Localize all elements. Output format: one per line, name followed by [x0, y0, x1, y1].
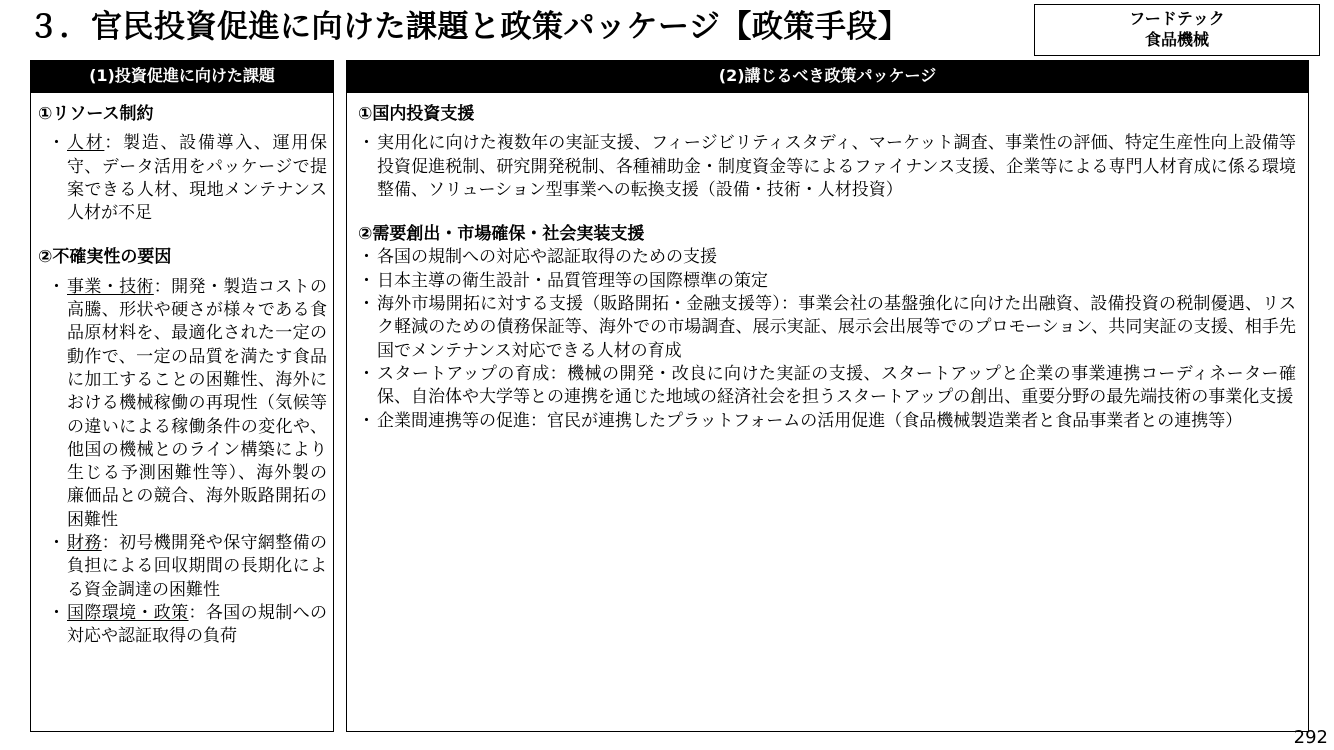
- section-title: ①リソース制約: [38, 104, 154, 124]
- bullet-item: [38, 276, 327, 532]
- bullet-text: ：製造、設備導入、運用保守、データ活用をパッケージで提案できる人材、現地メンテナンス人材が不足: [67, 133, 328, 224]
- policy-panel: [346, 60, 1309, 732]
- bullet-term: 財務: [67, 533, 102, 554]
- bullet-item: ・ 実用化に向けた複数年の実証支援、フィージビリティスタディ、マーケット調査、事業性の評価、特定生産性向上設備等投資促進税制、研究開発税制、各種補助金・制度資金等によるファイナンス支援、企業等による専門人材育成に係る環境整備、ソリューション型事業への転換支援（設備・技術・人材投資）: [358, 132, 1296, 202]
- bullet-item: ・ 企業間連携等の促進：官民が連携したプラットフォームの活用促進（食品機械製造業者と食品事業者との連携等）: [358, 410, 1296, 433]
- bullet-item: ・ スタートアップの育成：機械の開発・改良に向けた実証の支援、スタートアップと企業の事業連携コーディネーター確保、自治体や大学等との連携を通じた地域の経済社会を担うスタートアップの創出、重要分野の最先端技術の事業化支援: [358, 363, 1296, 410]
- bullet-item: [38, 602, 327, 649]
- category-tag-line1: フードテック: [1129, 9, 1225, 28]
- policy-panel-header: (2)講じるべき政策パッケージ: [347, 61, 1308, 93]
- issues-panel-header: (1)投資促進に向けた課題: [31, 61, 333, 93]
- category-tag: [1034, 4, 1320, 56]
- page-number: 292: [1293, 727, 1328, 748]
- bullet-item: ・ 日本主導の衛生設計・品質管理等の国際標準の策定: [358, 270, 1296, 293]
- bullet-term: 人材: [67, 133, 105, 154]
- bullet-text: ：開発・製造コストの高騰、形状や硬さが様々である食品原材料を、最適化された一定の動作で、一定の品質を満たす食品に加工することの困難性、海外における機械稼働の再現性（気候等の違いによる稼働条件の変化や、他国の機械とのライン構築により生じる予測困難性等）、海外製の廉価品との競合、海外販路開拓の困難性: [67, 276, 328, 530]
- section-title: ②需要創出・市場確保・社会実装支援: [358, 224, 645, 245]
- policy-panel-body: [347, 93, 1308, 433]
- issues-panel: [30, 60, 334, 732]
- bullet-text: ：各国の規制への対応や認証取得の負荷: [67, 602, 327, 647]
- bullet-text: ：初号機開発や保守網整備の負担による回収期間の長期化による資金調達の困難性: [67, 533, 328, 600]
- bullet-item: ・ 海外市場開拓に対する支援（販路開拓・金融支援等）：事業会社の基盤強化に向けた出融資、設備投資の税制優遇、リスク軽減のための債務保証等、海外での市場調査、展示実証、展示会出展等でのプロモーション、共同実証の支援、相手先国でメンテナンス対応できる人材の育成: [358, 293, 1296, 363]
- page-title: ３．官民投資促進に向けた課題と政策パッケージ【政策手段】: [28, 9, 910, 45]
- bullet-term: 国際環境・政策: [67, 602, 189, 623]
- bullet-item: [38, 532, 327, 602]
- section-title: ②不確実性の要因: [38, 247, 172, 268]
- bullet-item: [38, 132, 327, 225]
- bullet-item: ・ 各国の規制への対応や認証取得のための支援: [358, 246, 1296, 269]
- category-tag-line2: 食品機械: [1144, 30, 1209, 49]
- issues-panel-body: [31, 93, 333, 649]
- section-title: ①国内投資支援: [358, 104, 475, 124]
- bullet-term: 事業・技術: [67, 276, 154, 297]
